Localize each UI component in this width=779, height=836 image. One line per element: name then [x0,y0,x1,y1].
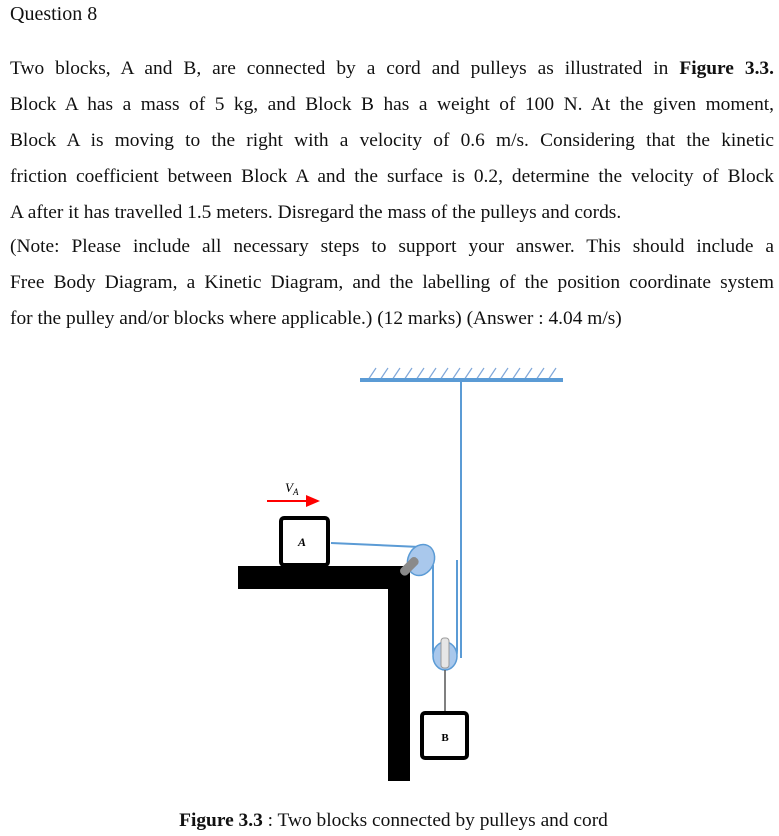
table-top [238,566,410,589]
ceiling-bar [360,378,563,382]
figure-caption [0,808,779,834]
problem-line-5: A after it has travelled 1.5 meters. Disregard the mass of the pulleys and cords. [10,202,622,223]
problem-line-1-text: Two blocks, A and B, are connected by a cord and pulleys as illustrated in [10,58,680,79]
note-line-1: (Note: Please include all necessary steps to support your answer. This should include a [10,236,774,257]
block-b-label: B [441,732,449,744]
note-line-3: for the pulley and/or blocks where applicable.) (12 marks) (Answer : 4.04 m/s) [10,308,622,329]
ceiling-support [360,368,563,382]
problem-line-2: Block A has a mass of 5 kg, and Block B has a weight of 100 N. At the given moment, [10,94,774,115]
figure-reference-period: . [769,58,774,79]
problem-line-3: Block A is moving to the right with a velocity of 0.6 m/s. Considering that the kinetic [10,130,774,151]
question-heading: Question 8 [10,3,98,25]
problem-line-4: friction coefficient between Block A and the surface is 0.2, determine the velocity of Block [10,166,774,187]
table-surface [238,566,410,781]
velocity-label: $V_A$ [285,480,299,497]
block-a-label: A [297,535,307,549]
figure-caption-text: : Two blocks connected by pulleys and cord [262,810,608,831]
block-b [422,713,467,758]
cord-horizontal [331,543,420,547]
movable-pulley [433,638,457,712]
figure-caption-label: Figure 3.3 [179,810,263,831]
velocity-indicator [267,480,318,501]
figure-reference: Figure 3.3 [679,58,770,79]
note-line-2: Free Body Diagram, a Kinetic Diagram, and the labelling of the position coordinate system [10,272,774,293]
movable-pulley-pin [441,638,449,668]
table-leg [388,566,410,781]
block-a [281,518,328,565]
